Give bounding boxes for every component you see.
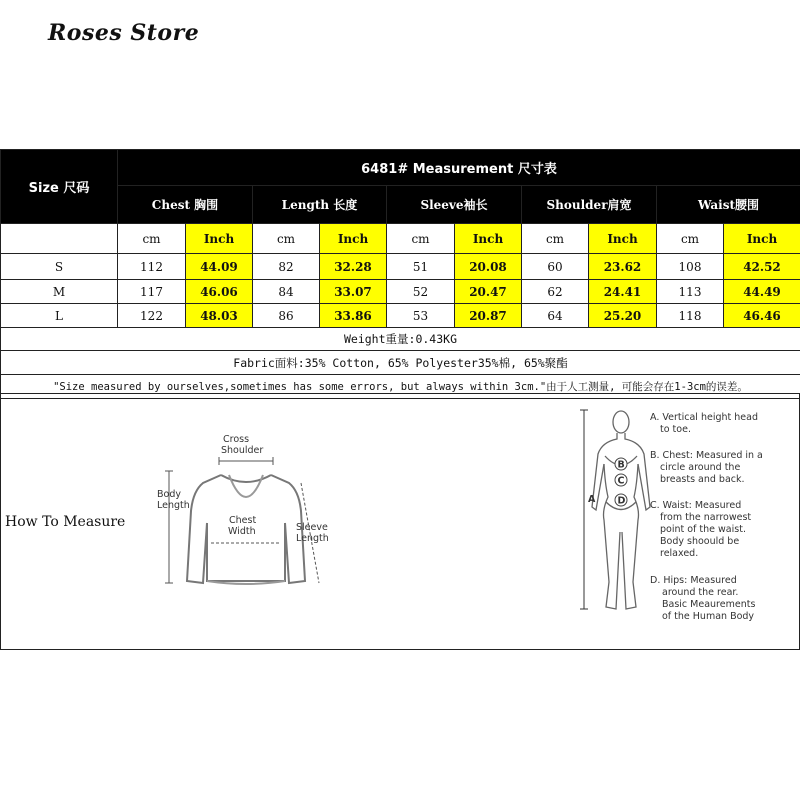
chest-header: Chest 胸围	[118, 186, 253, 224]
sleeve-length-label-2: Length	[296, 533, 329, 544]
value-cell: 32.28	[320, 254, 387, 280]
body-measurement-diagram	[574, 402, 799, 642]
units-row	[1, 224, 800, 254]
size-cell: M	[1, 280, 118, 304]
how-to-measure-section	[0, 393, 800, 650]
table-row	[1, 304, 800, 328]
value-cell: 20.47	[455, 280, 522, 304]
legend-d-line: D. Hips: Measured	[650, 575, 737, 586]
value-cell: 117	[118, 280, 186, 304]
value-cell: 23.62	[589, 254, 657, 280]
legend-b-line: breasts and back.	[660, 474, 745, 485]
size-cell: S	[1, 254, 118, 280]
value-cell: 112	[118, 254, 186, 280]
value-cell: 108	[657, 254, 724, 280]
value-cell: 44.49	[724, 280, 800, 304]
unit-cm: cm	[253, 224, 320, 254]
value-cell: 24.41	[589, 280, 657, 304]
value-cell: 33.86	[320, 304, 387, 328]
value-cell: 51	[387, 254, 455, 280]
unit-inch: Inch	[455, 224, 522, 254]
cross-shoulder-label-1: Cross	[223, 434, 250, 445]
value-cell: 44.09	[186, 254, 253, 280]
value-cell: 62	[522, 280, 589, 304]
letter-c: C	[617, 475, 625, 487]
value-cell: 33.07	[320, 280, 387, 304]
body-length-label-2: Length	[157, 500, 190, 511]
legend-d-line: around the rear.	[662, 587, 739, 598]
size-chart-table	[0, 149, 800, 399]
unit-cm: cm	[522, 224, 589, 254]
value-cell: 42.52	[724, 254, 800, 280]
sweater-diagram	[151, 431, 341, 596]
value-cell: 53	[387, 304, 455, 328]
size-cell: L	[1, 304, 118, 328]
value-cell: 20.08	[455, 254, 522, 280]
size-note-row: "Size measured by ourselves,sometimes has some errors, but always within 3cm."由于人工测量, 可能会存在1-3cm的误差。	[1, 375, 800, 399]
value-cell: 52	[387, 280, 455, 304]
value-cell: 25.20	[589, 304, 657, 328]
table-title: 6481# Measurement 尺寸表	[118, 150, 800, 186]
legend-c-line: C. Waist: Measured	[650, 500, 742, 511]
sleeve-header: Sleeve袖长	[387, 186, 522, 224]
unit-inch: Inch	[186, 224, 253, 254]
unit-cm: cm	[118, 224, 186, 254]
cross-shoulder-label-2: Shoulder	[221, 445, 264, 456]
legend-d-line: Basic Meaurements	[662, 599, 756, 610]
length-header: Length 长度	[253, 186, 387, 224]
letter-b: B	[617, 459, 625, 471]
unit-inch: Inch	[320, 224, 387, 254]
letter-d: D	[617, 495, 626, 507]
legend-d-line: of the Human Body	[662, 611, 755, 622]
legend-c-line: point of the waist.	[660, 524, 746, 535]
legend-a-line: A. Vertical height head	[650, 412, 758, 423]
value-cell: 46.06	[186, 280, 253, 304]
value-cell: 60	[522, 254, 589, 280]
sleeve-length-label-1: Sleeve	[296, 522, 328, 533]
value-cell: 48.03	[186, 304, 253, 328]
waist-header: Waist腰围	[657, 186, 800, 224]
legend-c-line: from the narrowest	[660, 512, 752, 523]
value-cell: 46.46	[724, 304, 800, 328]
units-blank	[1, 224, 118, 254]
shoulder-header: Shoulder肩宽	[522, 186, 657, 224]
legend-c-line: relaxed.	[660, 548, 699, 559]
weight-row: Weight重量:0.43KG	[1, 328, 800, 351]
value-cell: 86	[253, 304, 320, 328]
table-row	[1, 280, 800, 304]
size-header: Size 尺码	[1, 150, 118, 224]
brand-logo: Roses Store	[48, 20, 200, 46]
legend-c-line: Body shoould be	[660, 536, 740, 547]
value-cell: 118	[657, 304, 724, 328]
legend-b-line: B. Chest: Measured in a	[650, 450, 763, 461]
chest-width-label-2: Width	[228, 526, 256, 537]
value-cell: 64	[522, 304, 589, 328]
how-to-measure-label: How To Measure	[5, 514, 126, 530]
legend-b-line: circle around the	[660, 462, 741, 473]
unit-cm: cm	[387, 224, 455, 254]
body-length-label-1: Body	[157, 489, 181, 500]
value-cell: 113	[657, 280, 724, 304]
unit-cm: cm	[657, 224, 724, 254]
value-cell: 84	[253, 280, 320, 304]
letter-a: A	[588, 494, 596, 505]
value-cell: 122	[118, 304, 186, 328]
unit-inch: Inch	[724, 224, 800, 254]
value-cell: 82	[253, 254, 320, 280]
unit-inch: Inch	[589, 224, 657, 254]
value-cell: 20.87	[455, 304, 522, 328]
table-row	[1, 254, 800, 280]
legend-a-line: to toe.	[660, 424, 691, 435]
fabric-row: Fabric面料:35% Cotton, 65% Polyester35%棉, 65%聚酯	[1, 351, 800, 375]
chest-width-label-1: Chest	[229, 515, 257, 526]
